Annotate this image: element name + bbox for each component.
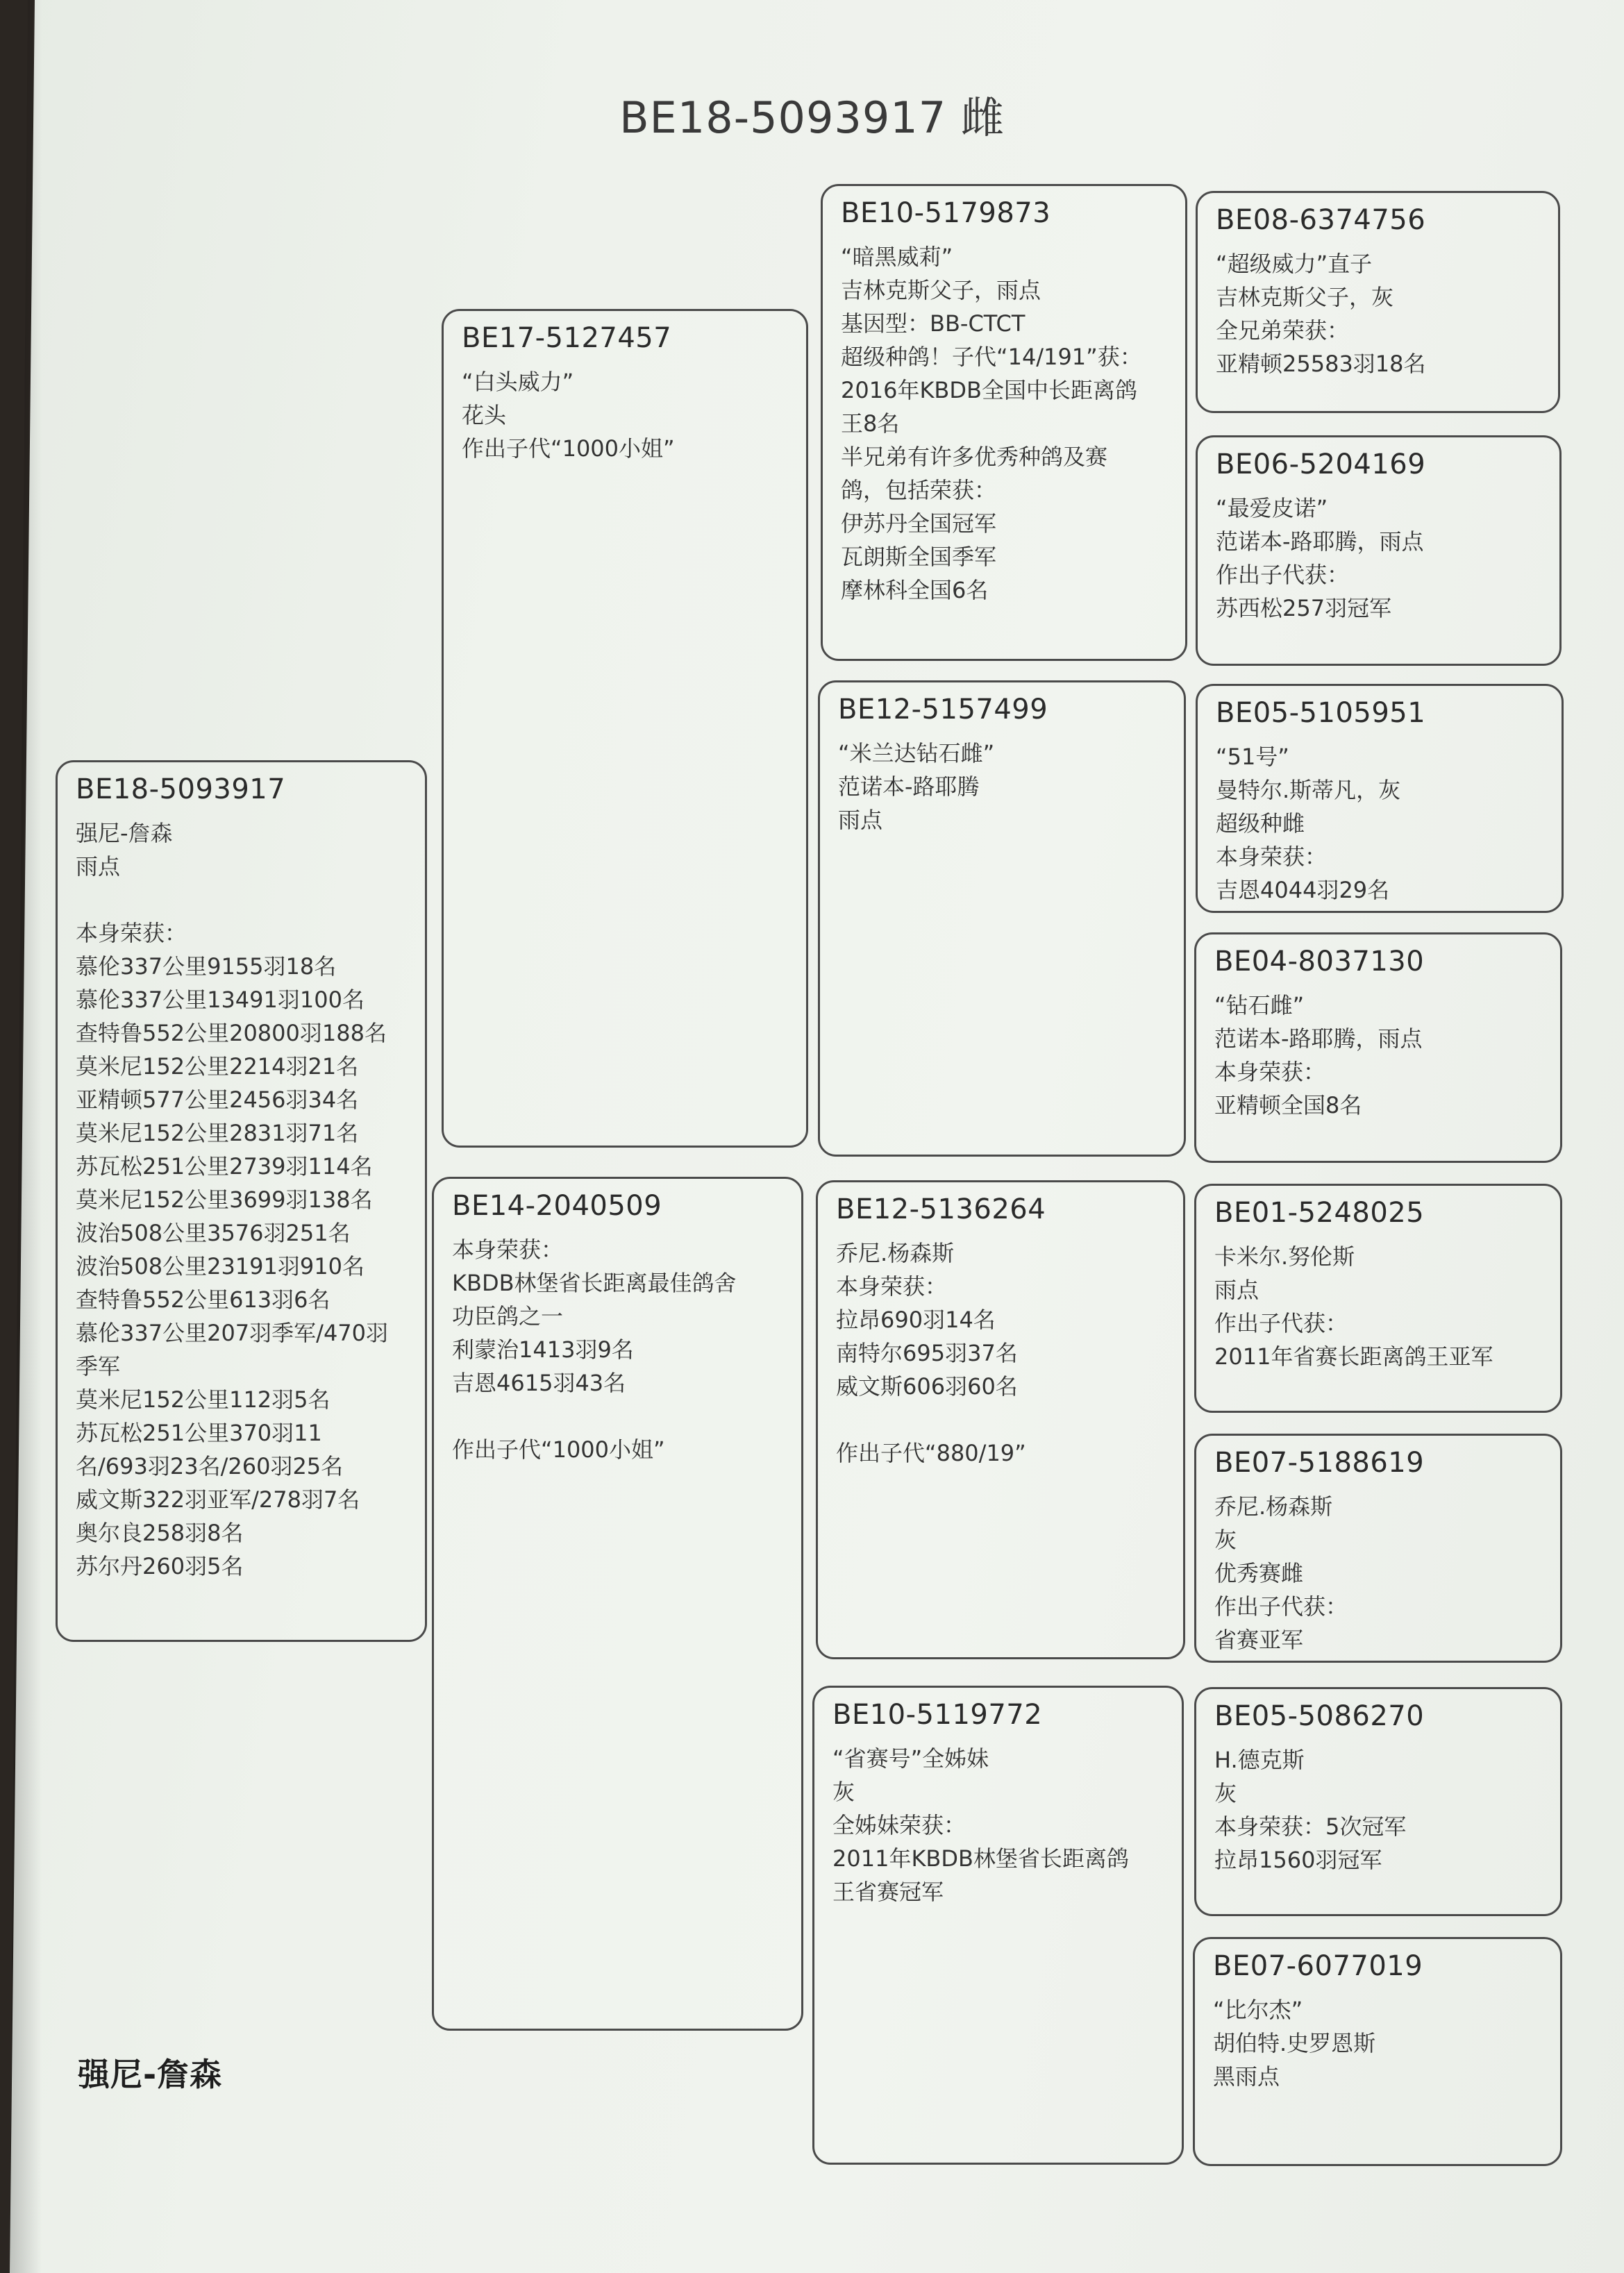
card-text-line: “白头威力” bbox=[462, 369, 574, 395]
card-text-line: 卡米尔.努伦斯 bbox=[1214, 1243, 1355, 1270]
blank-line bbox=[452, 1400, 783, 1433]
ring-number: BE12-5157499 bbox=[838, 694, 1048, 725]
ring-number: BE10-5179873 bbox=[841, 197, 1051, 229]
card-text-line: 范诺本-路耶腾 bbox=[838, 773, 980, 800]
card-text-line: 波治508公里23191羽910名 bbox=[76, 1253, 365, 1280]
card-text-line: 本身荣获： bbox=[1214, 1059, 1326, 1085]
card-text-line: 威文斯606羽60名 bbox=[836, 1373, 1018, 1400]
pedigree-card-dds bbox=[1194, 1687, 1562, 1916]
pedigree-card-dam-sire bbox=[816, 1180, 1185, 1659]
card-text-line: 苏尔丹260羽5名 bbox=[76, 1553, 244, 1579]
card-text-line: 雨点 bbox=[838, 807, 883, 833]
card-text-line: “省赛号”全姊妹 bbox=[832, 1745, 989, 1772]
blank-line bbox=[836, 1403, 1165, 1436]
ring-number: BE07-6077019 bbox=[1213, 1950, 1423, 1982]
card-text-line: 乔尼.杨森斯 bbox=[1214, 1493, 1333, 1520]
card-text-line: 莫米尼152公里2831羽71名 bbox=[76, 1120, 359, 1146]
card-text-line: 拉昂1560羽冠军 bbox=[1214, 1847, 1382, 1873]
pedigree-card-ssd bbox=[1196, 435, 1562, 666]
card-text-line: 苏西松257羽冠军 bbox=[1216, 595, 1392, 621]
card-text-line: 南特尔695羽37名 bbox=[836, 1340, 1018, 1366]
card-text-line: 慕伦337公里207羽季军/470羽 bbox=[76, 1320, 389, 1346]
card-text-line: 省赛亚军 bbox=[1214, 1627, 1304, 1653]
pedigree-card-dam-dam bbox=[812, 1686, 1184, 2165]
card-text-line: 乔尼.杨森斯 bbox=[836, 1240, 955, 1266]
card-text-line: 超级种鸽！子代“14/191”获： bbox=[841, 344, 1142, 370]
card-text-line: 超级种雌 bbox=[1216, 810, 1305, 837]
card-text-line: 苏瓦松251公里370羽11 bbox=[76, 1420, 322, 1446]
pedigree-card-dam bbox=[432, 1177, 803, 2031]
card-text-line: “超级威力”直子 bbox=[1216, 251, 1373, 277]
pedigree-card-sire bbox=[442, 309, 808, 1148]
ring-number: BE05-5105951 bbox=[1216, 697, 1426, 729]
card-text-line: “钻石雌” bbox=[1214, 992, 1305, 1018]
card-text-line: 本身荣获： bbox=[836, 1273, 948, 1300]
card-text-line: 范诺本-路耶腾，雨点 bbox=[1216, 528, 1424, 555]
card-text-line: 雨点 bbox=[76, 853, 121, 880]
card-text-line: 本身荣获：5次冠军 bbox=[1214, 1813, 1407, 1840]
card-text-line: “最爱皮诺” bbox=[1216, 495, 1328, 521]
card-text-line: 灰 bbox=[1214, 1527, 1237, 1553]
card-text-line: 功臣鸽之一 bbox=[452, 1303, 564, 1330]
page-title: BE18-5093917 雌 bbox=[619, 92, 1005, 143]
ring-number: BE04-8037130 bbox=[1214, 946, 1425, 978]
pedigree-card-dss bbox=[1194, 1184, 1562, 1413]
card-text-line: 拉昂690羽14名 bbox=[836, 1307, 996, 1333]
pedigree-card-sss bbox=[1196, 191, 1560, 413]
card-text-line: 范诺本-路耶腾，雨点 bbox=[1214, 1025, 1423, 1052]
pedigree-card-subject bbox=[56, 760, 427, 1642]
card-text-line: “暗黑威莉” bbox=[841, 244, 953, 270]
card-text-line: 查特鲁552公里20800羽188名 bbox=[76, 1020, 387, 1046]
ring-number: BE08-6374756 bbox=[1216, 204, 1426, 236]
ring-number: BE12-5136264 bbox=[836, 1193, 1046, 1225]
card-text-line: “米兰达钻石雌” bbox=[838, 740, 995, 766]
card-text-line: “51号” bbox=[1216, 744, 1289, 770]
card-text-line: H.德克斯 bbox=[1214, 1747, 1305, 1773]
card-text-line: 莫米尼152公里3699羽138名 bbox=[76, 1186, 373, 1213]
card-text-line: 亚精顿577公里2456羽34名 bbox=[76, 1087, 359, 1113]
card-text-line: 慕伦337公里9155羽18名 bbox=[76, 953, 337, 980]
card-text-line: 慕伦337公里13491羽100名 bbox=[76, 987, 365, 1013]
card-text-line: 查特鲁552公里613羽6名 bbox=[76, 1286, 330, 1313]
card-text-line: 莫米尼152公里112羽5名 bbox=[76, 1386, 330, 1413]
pedigree-card-sire-dam bbox=[818, 680, 1186, 1157]
card-text-line: 作出子代获： bbox=[1216, 562, 1350, 588]
card-text-line: 全姊妹荣获： bbox=[832, 1812, 966, 1838]
pedigree-card-sdd bbox=[1194, 932, 1562, 1163]
card-text-line: 吉恩4615羽43名 bbox=[452, 1370, 626, 1396]
pedigree-card-sire-sire bbox=[821, 184, 1187, 661]
card-text-line: 雨点 bbox=[1214, 1277, 1259, 1303]
card-text-line: 作出子代“880/19” bbox=[836, 1440, 1026, 1466]
card-text-line: 强尼-詹森 bbox=[76, 820, 173, 846]
card-text-line: 本身荣获： bbox=[1216, 844, 1328, 870]
card-text-line: 波治508公里3576羽251名 bbox=[76, 1220, 351, 1246]
card-text-line: 本身荣获： bbox=[76, 920, 187, 946]
card-text-line: 摩林科全国6名 bbox=[841, 577, 989, 603]
card-text-line: 季军 bbox=[76, 1353, 121, 1379]
card-text-line: 全兄弟荣获： bbox=[1216, 317, 1350, 344]
card-text-line: 王省赛冠军 bbox=[832, 1879, 944, 1905]
card-text-line: 2011年KBDB林堡省长距离鸽 bbox=[832, 1845, 1129, 1872]
card-text-line: 2011年省赛长距离鸽王亚军 bbox=[1214, 1343, 1493, 1370]
card-text-line: 黑雨点 bbox=[1213, 2063, 1280, 2090]
card-text-line: 优秀赛雌 bbox=[1214, 1560, 1304, 1586]
card-text-line: 苏瓦松251公里2739羽114名 bbox=[76, 1153, 373, 1180]
ring-number: BE06-5204169 bbox=[1216, 448, 1426, 480]
card-text-line: 半兄弟有许多优秀种鸽及赛 bbox=[841, 444, 1108, 470]
card-text-line: 2016年KBDB全国中长距离鸽 bbox=[841, 377, 1137, 403]
ring-number: BE10-5119772 bbox=[832, 1699, 1043, 1731]
card-text-line: 利蒙治1413羽9名 bbox=[452, 1336, 634, 1363]
card-text-line: 作出子代获： bbox=[1214, 1593, 1348, 1620]
ring-number: BE17-5127457 bbox=[462, 322, 672, 354]
card-text-line: 作出子代“1000小姐” bbox=[462, 435, 675, 462]
pedigree-card-ddd bbox=[1193, 1937, 1562, 2166]
card-text-line: 吉林克斯父子，雨点 bbox=[841, 277, 1041, 303]
pedigree-card-sds bbox=[1196, 684, 1564, 913]
card-text-line: 名/693羽23名/260羽25名 bbox=[76, 1453, 344, 1479]
card-text-line: 胡伯特.史罗恩斯 bbox=[1213, 2030, 1376, 2056]
card-text-line: “比尔杰” bbox=[1213, 1997, 1303, 2023]
pedigree-card-dsd bbox=[1194, 1434, 1562, 1663]
blank-line bbox=[76, 883, 407, 916]
card-text-line: 王8名 bbox=[841, 410, 900, 437]
card-text-line: KBDB林堡省长距离最佳鸽舍 bbox=[452, 1270, 737, 1296]
card-text-line: 作出子代“1000小姐” bbox=[452, 1436, 665, 1463]
card-text-line: 灰 bbox=[832, 1779, 855, 1805]
card-text-line: 亚精顿全国8名 bbox=[1214, 1092, 1362, 1118]
card-text-line: 伊苏丹全国冠军 bbox=[841, 510, 997, 537]
card-text-line: 亚精顿25583羽18名 bbox=[1216, 351, 1426, 377]
breeder-name: 强尼-詹森 bbox=[78, 2056, 223, 2093]
sheet-edge-shadow bbox=[0, 0, 42, 2273]
ring-number: BE18-5093917 bbox=[76, 773, 286, 805]
card-text-line: 鸽，包括荣获： bbox=[841, 477, 997, 503]
card-text-line: 吉林克斯父子，灰 bbox=[1216, 284, 1394, 310]
card-text-line: 瓦朗斯全国季军 bbox=[841, 544, 997, 570]
card-text-line: 奥尔良258羽8名 bbox=[76, 1520, 244, 1546]
ring-number: BE05-5086270 bbox=[1214, 1700, 1425, 1732]
ring-number: BE07-5188619 bbox=[1214, 1447, 1425, 1479]
card-text-line: 灰 bbox=[1214, 1780, 1237, 1806]
ring-number: BE14-2040509 bbox=[452, 1190, 662, 1222]
card-text-line: 曼特尔.斯蒂凡，灰 bbox=[1216, 777, 1401, 803]
card-text-line: 莫米尼152公里2214羽21名 bbox=[76, 1053, 359, 1080]
card-text-line: 威文斯322羽亚军/278羽7名 bbox=[76, 1486, 360, 1513]
card-text-line: 基因型：BB-CTCT bbox=[841, 310, 1026, 337]
card-text-line: 吉恩4044羽29名 bbox=[1216, 877, 1390, 903]
ring-number: BE01-5248025 bbox=[1214, 1197, 1425, 1229]
card-text-line: 花头 bbox=[462, 402, 507, 428]
card-text-line: 作出子代获： bbox=[1214, 1310, 1348, 1336]
card-text-line: 本身荣获： bbox=[452, 1236, 564, 1263]
